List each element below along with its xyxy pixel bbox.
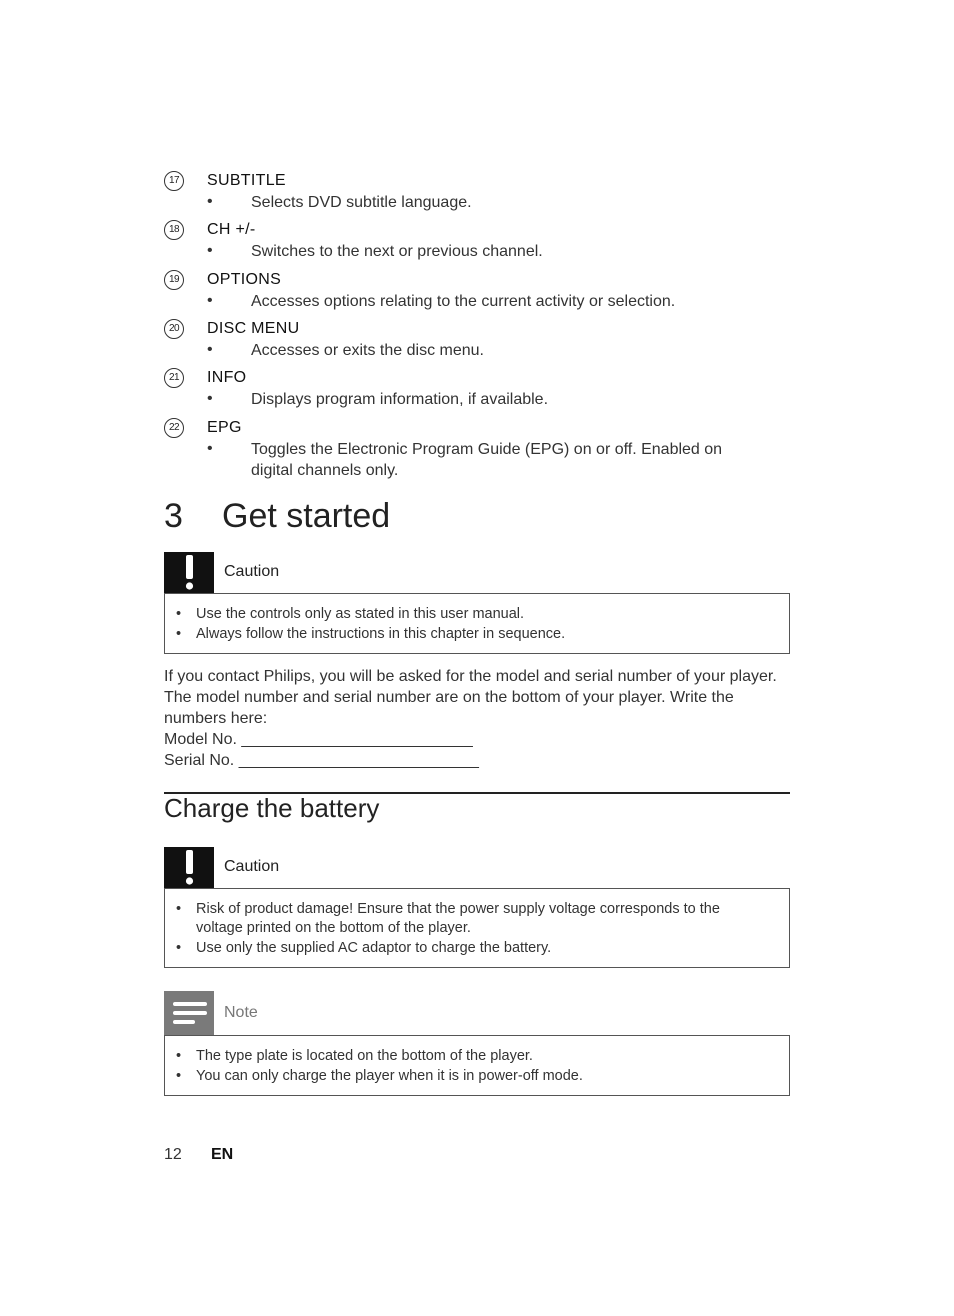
caution-text: Always follow the instructions in this chapter in sequence. (196, 626, 566, 642)
item-title: CH +/- (207, 221, 256, 238)
item-title: EPG (207, 419, 242, 436)
note-box (164, 1035, 790, 1096)
chapter-title: Get started (222, 497, 391, 535)
note-label: Note (224, 1004, 258, 1021)
bullet: • (207, 292, 213, 309)
item-description: Selects DVD subtitle language. (251, 194, 472, 211)
model-number-field: Model No. __________________________ (164, 731, 473, 748)
caution-text: Use only the supplied AC adaptor to charge the battery. (196, 940, 552, 956)
intro-line: numbers here: (164, 710, 268, 727)
item-number-badge: 22 (164, 418, 184, 438)
caution-tab (164, 552, 214, 593)
note-tab (164, 991, 214, 1035)
caution-text: Risk of product damage! Ensure that the power supply voltage corresponds to the voltage printed on the bottom of the player. (196, 901, 720, 936)
intro-line: If you contact Philips, you will be asked for the model and serial number of your player. (164, 668, 777, 685)
bullet: • (176, 1048, 182, 1064)
bullet: • (207, 193, 213, 210)
item-description: Accesses options relating to the current activity or selection. (251, 293, 676, 310)
item-number-badge: 21 (164, 368, 184, 388)
item-description: Accesses or exits the disc menu. (251, 342, 484, 359)
exclamation-icon (164, 847, 214, 888)
caution-box (164, 888, 790, 968)
bullet: • (176, 606, 182, 622)
bullet: • (207, 341, 213, 358)
intro-paragraph (164, 666, 794, 771)
intro-line: The model number and serial number are on the bottom of your player. Write the (164, 689, 734, 706)
caution-label: Caution (224, 563, 280, 580)
note-lines-icon (164, 991, 214, 1035)
bullet: • (207, 440, 213, 457)
item-description: Toggles the Electronic Program Guide (EPG) on or off. Enabled on digital channels only. (251, 441, 723, 479)
caution-tab (164, 847, 214, 888)
item-title: SUBTITLE (207, 172, 286, 189)
serial-number-field: Serial No. ___________________________ (164, 752, 479, 769)
caution-text: Use the controls only as stated in this user manual. (196, 606, 525, 622)
caution-box (164, 593, 790, 654)
item-number-badge: 18 (164, 220, 184, 240)
language-code: EN (211, 1146, 234, 1163)
bullet: • (176, 940, 182, 956)
caution-label: Caution (224, 858, 280, 875)
item-number-badge: 20 (164, 319, 184, 339)
bullet: • (176, 626, 182, 642)
bullet: • (176, 1068, 182, 1084)
bullet: • (176, 901, 182, 917)
note-text: The type plate is located on the bottom of the player. (196, 1048, 533, 1064)
bullet: • (207, 390, 213, 407)
item-title: OPTIONS (207, 271, 282, 288)
section-title: Charge the battery (164, 793, 380, 823)
chapter-number: 3 (164, 497, 183, 535)
exclamation-icon (164, 552, 214, 593)
bullet: • (207, 242, 213, 259)
item-description: Switches to the next or previous channel. (251, 243, 543, 260)
item-description: Displays program information, if available. (251, 391, 549, 408)
item-title: DISC MENU (207, 320, 300, 337)
item-title: INFO (207, 369, 247, 386)
item-number-badge: 17 (164, 171, 184, 191)
page-number: 12 (164, 1146, 182, 1163)
note-text: You can only charge the player when it is in power-off mode. (196, 1068, 583, 1084)
item-number-badge: 19 (164, 270, 184, 290)
